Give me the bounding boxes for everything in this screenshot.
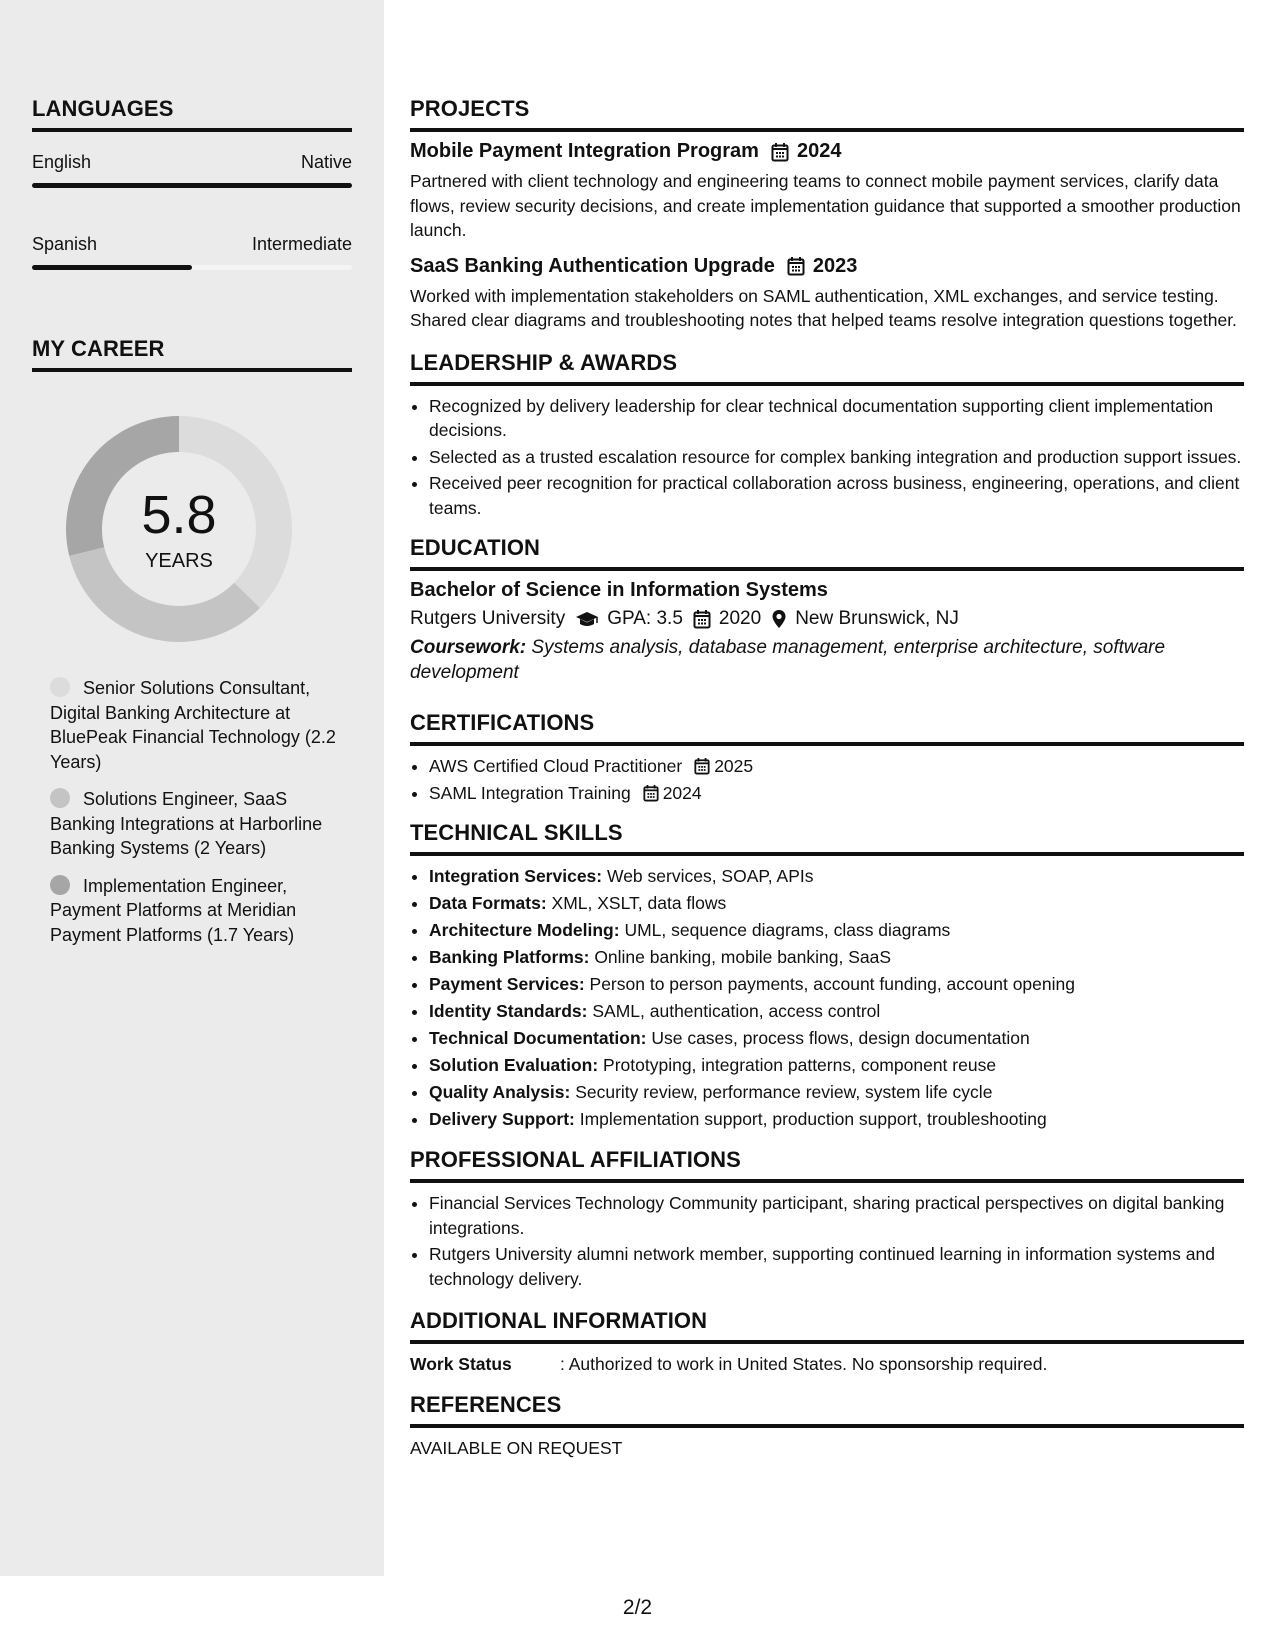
references-text: AVAILABLE ON REQUEST: [410, 1438, 623, 1458]
additional-info-title: ADDITIONAL INFORMATION: [410, 1308, 1244, 1344]
skills-title: TECHNICAL SKILLS: [410, 820, 1244, 856]
project-year: 2023: [812, 254, 858, 277]
references-title: REFERENCES: [410, 1392, 1244, 1428]
list-item: • Recognized by delivery leadership for clear technical documentation supporting client implementation decisions.: [429, 394, 1244, 443]
sidebar: [0, 0, 384, 1576]
skill-value: Security review, performance review, system life cycle: [570, 1082, 993, 1102]
career-years-unit: YEARS: [145, 550, 213, 572]
skill-value: Web services, SOAP, APIs: [602, 866, 814, 886]
projects-title: PROJECTS: [410, 96, 1244, 132]
career-title: MY CAREER: [32, 336, 352, 372]
skill-item: [429, 918, 1244, 943]
skill-item: [429, 1026, 1244, 1051]
calendar-icon: [693, 609, 711, 629]
career-role-label: Senior Solutions Consultant, Digital Banking Architecture at BluePeak Financial Technology (2.2 Years): [50, 678, 336, 772]
skill-value: Prototyping, integration patterns, component reuse: [598, 1055, 997, 1075]
project-description: Worked with implementation stakeholders on SAML authentication, XML exchanges, and service testing. Shared clear diagrams and troubleshooting notes that helped teams resolve integration questions together.: [410, 285, 1237, 330]
skill-value: XML, XSLT, data flows: [546, 893, 727, 913]
skill-value: UML, sequence diagrams, class diagrams: [619, 920, 951, 940]
certification-name: • SAML Integration Training: [429, 782, 631, 803]
language-level: Intermediate: [251, 234, 352, 254]
list-item: • Financial Services Technology Community participant, sharing practical perspectives on digital banking integrations.: [429, 1191, 1244, 1240]
work-status-label: Work Status: [410, 1354, 512, 1374]
project-name: Mobile Payment Integration Program: [410, 140, 759, 162]
career-total-years: 5.8: [141, 485, 217, 545]
coursework-text: Systems analysis, database management, enterprise architecture, software development: [410, 637, 1166, 683]
school-location: New Brunswick, NJ: [795, 608, 959, 629]
skill-label: Identity Standards:: [429, 1001, 588, 1021]
skill-label: Payment Services:: [429, 974, 585, 994]
references-section: [410, 1392, 1244, 1459]
skill-item: [429, 864, 1244, 889]
education-title: EDUCATION: [410, 535, 1244, 571]
skill-item: [429, 945, 1244, 970]
certification-name: • AWS Certified Cloud Practitioner: [429, 756, 683, 776]
career-role-label: Solutions Engineer, SaaS Banking Integrations at Harborline Banking Systems (2 Years): [50, 789, 323, 858]
calendar-icon: [694, 757, 710, 775]
affiliations-section: [410, 1147, 1244, 1291]
skill-item: [429, 1107, 1244, 1132]
language-name: Spanish: [32, 234, 98, 254]
calendar-icon: [643, 784, 659, 802]
skill-label: Delivery Support:: [429, 1109, 575, 1129]
skill-item: [429, 972, 1244, 997]
leadership-list: [410, 394, 1244, 521]
list-item: [429, 781, 1244, 806]
project-title: [410, 255, 1244, 278]
project-name: SaaS Banking Authentication Upgrade: [410, 254, 775, 277]
skill-item: [429, 1080, 1244, 1105]
language-level: Native: [300, 152, 352, 172]
page-number: 2/2: [622, 1596, 653, 1619]
language-bar-fill: [32, 265, 192, 270]
calendar-icon: [787, 256, 805, 276]
skill-value: Use cases, process flows, design documentation: [646, 1028, 1030, 1048]
list-item: • Selected as a trusted escalation resource for complex banking integration and production support issues.: [429, 445, 1244, 470]
skill-label: Data Formats:: [429, 893, 547, 913]
skill-value: Person to person payments, account funding, account opening: [584, 974, 1075, 994]
graduation-cap-icon: [575, 609, 599, 629]
list-item: • Rutgers University alumni network member, supporting continued learning in information systems and technology delivery.: [429, 1242, 1244, 1291]
career-section: [32, 336, 352, 372]
additional-info-section: [410, 1308, 1244, 1375]
location-pin-icon: [771, 609, 787, 629]
project-description: Partnered with client technology and engineering teams to connect mobile payment services, clarify data flows, review security decisions, and create implementation guidance that supported a smoother production launch.: [410, 171, 1241, 240]
work-status-value: : Authorized to work in United States. No sponsorship required.: [560, 1354, 1048, 1374]
career-role: [50, 676, 340, 774]
career-roles-list: [50, 676, 340, 960]
skill-label: Banking Platforms:: [429, 947, 590, 967]
certifications-section: [410, 710, 1244, 805]
career-role: [50, 787, 340, 861]
skill-label: Quality Analysis:: [429, 1082, 571, 1102]
leadership-section: [410, 350, 1244, 521]
education-meta: [410, 608, 1244, 630]
legend-dot: [50, 875, 70, 895]
skill-item: [429, 891, 1244, 916]
projects-section: [410, 96, 1244, 333]
certification-year: 2024: [662, 782, 702, 803]
education-section: [410, 535, 1244, 685]
legend-dot: [50, 788, 70, 808]
skills-section: [410, 820, 1244, 1132]
graduation-year: 2020: [718, 608, 762, 629]
skill-item: [429, 1053, 1244, 1078]
skill-item: [429, 999, 1244, 1024]
language-bar: [32, 183, 352, 188]
language-row: [32, 234, 352, 255]
skill-label: Architecture Modeling:: [429, 920, 620, 940]
calendar-icon: [771, 142, 789, 162]
degree: Bachelor of Science in Information Systems: [410, 579, 828, 601]
main-content: [410, 96, 1244, 1459]
skill-label: Solution Evaluation:: [429, 1055, 599, 1075]
language-bar-fill: [32, 183, 352, 188]
list-item: [429, 754, 1244, 779]
legend-dot: [50, 677, 70, 697]
skill-value: SAML, authentication, access control: [587, 1001, 881, 1021]
project-year: 2024: [796, 140, 842, 162]
language-row: [32, 152, 352, 173]
coursework-label: Coursework:: [410, 637, 527, 658]
list-item: • Received peer recognition for practical collaboration across business, engineering, operations, and client teams.: [429, 471, 1244, 520]
coursework: [410, 636, 1244, 685]
languages-title: LANGUAGES: [32, 96, 352, 132]
language-name: English: [32, 152, 92, 172]
work-status-row: [410, 1354, 1244, 1375]
project-title: [410, 140, 1244, 163]
leadership-title: LEADERSHIP & AWARDS: [410, 350, 1244, 386]
affiliations-list: [410, 1191, 1244, 1291]
career-donut-chart: [66, 416, 292, 642]
languages-section: [32, 96, 352, 270]
skills-list: [410, 864, 1244, 1132]
certifications-title: CERTIFICATIONS: [410, 710, 1244, 746]
certifications-list: [410, 754, 1244, 805]
skill-value: Implementation support, production support, troubleshooting: [574, 1109, 1047, 1129]
school-name: Rutgers University: [410, 608, 566, 629]
gpa: GPA: 3.5: [607, 608, 683, 629]
career-role-label: Implementation Engineer, Payment Platforms at Meridian Payment Platforms (1.7 Years): [50, 875, 297, 945]
language-bar: [32, 265, 352, 270]
skill-label: Integration Services:: [429, 866, 603, 886]
skill-label: Technical Documentation:: [429, 1028, 647, 1048]
certification-year: 2025: [714, 756, 754, 776]
career-role: [50, 874, 340, 948]
affiliations-title: PROFESSIONAL AFFILIATIONS: [410, 1147, 1244, 1183]
skill-value: Online banking, mobile banking, SaaS: [589, 947, 892, 967]
